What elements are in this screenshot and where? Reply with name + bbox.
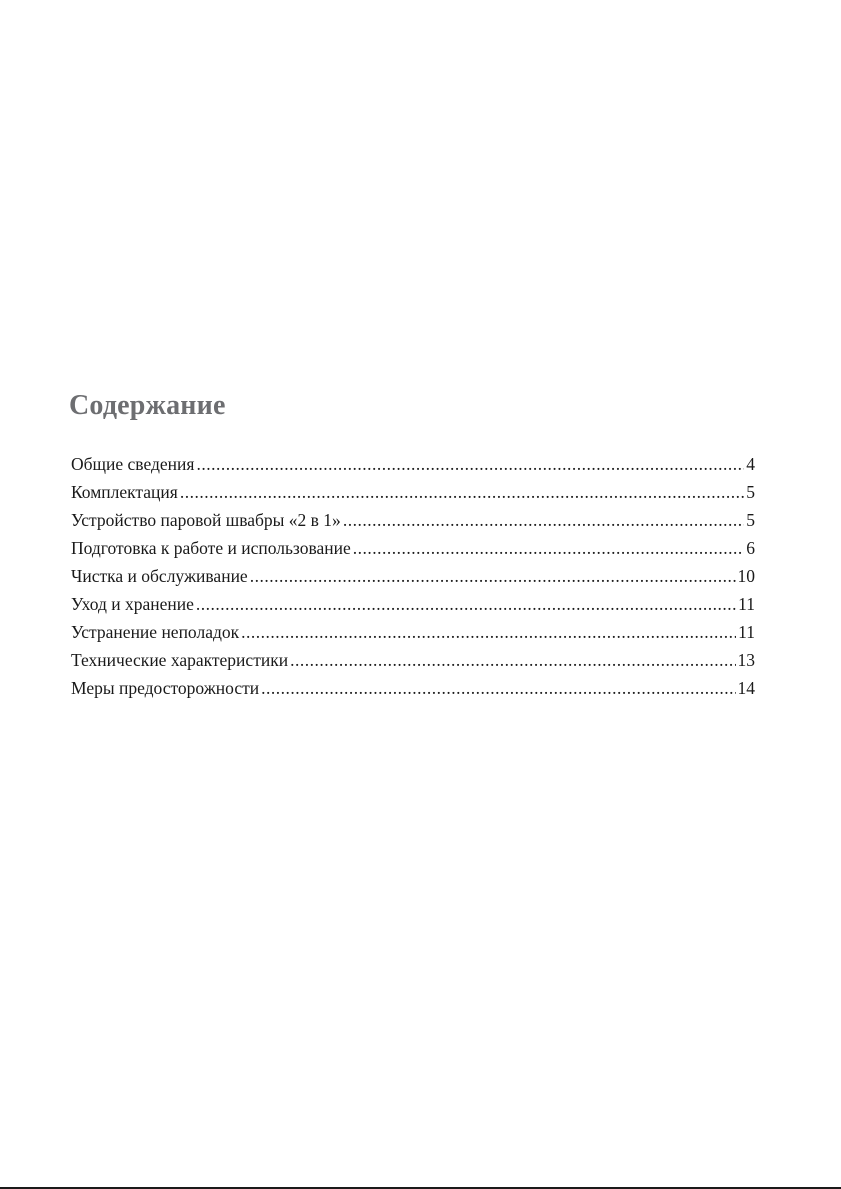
toc-entry-label: Комплектация: [71, 482, 178, 502]
toc-entry-page: 6: [746, 538, 755, 558]
toc-leader-dots: [343, 506, 744, 534]
page-title: Содержание: [69, 390, 226, 421]
toc-entry-label: Подготовка к работе и использование: [71, 538, 351, 558]
toc-entry-page: 10: [737, 566, 755, 586]
table-of-contents: [71, 450, 755, 702]
toc-entry[interactable]: [71, 450, 755, 478]
toc-entry-page: 13: [737, 650, 755, 670]
toc-entry[interactable]: [71, 562, 755, 590]
toc-leader-dots: [196, 590, 736, 618]
toc-entry-label: Устранение неполадок: [71, 622, 240, 642]
toc-entry-page: 11: [738, 622, 755, 642]
toc-entry-label: Уход и хранение: [71, 594, 194, 614]
toc-leader-dots: [261, 674, 735, 702]
toc-entry-page: 5: [746, 510, 755, 530]
toc-leader-dots: [180, 478, 744, 506]
toc-entry[interactable]: [71, 618, 755, 646]
toc-leader-dots: [241, 618, 736, 646]
toc-entry[interactable]: [71, 478, 755, 506]
toc-leader-dots: [290, 646, 735, 674]
toc-entry-page: 11: [738, 594, 755, 614]
toc-entry[interactable]: [71, 674, 755, 702]
toc-leader-dots: [353, 534, 744, 562]
toc-entry-label: Меры предосторожности: [71, 678, 260, 698]
toc-entry[interactable]: [71, 590, 755, 618]
toc-leader-dots: [196, 450, 744, 478]
toc-entry-label: Общие сведения: [71, 454, 195, 474]
toc-entry[interactable]: [71, 534, 755, 562]
toc-entry[interactable]: [71, 506, 755, 534]
toc-entry[interactable]: [71, 646, 755, 674]
toc-entry-page: 4: [746, 454, 755, 474]
toc-entry-page: 14: [737, 678, 755, 698]
toc-entry-page: 5: [746, 482, 755, 502]
toc-entry-label: Чистка и обслуживание: [71, 566, 248, 586]
toc-entry-label: Технические характеристики: [71, 650, 289, 670]
toc-leader-dots: [250, 562, 736, 590]
toc-entry-label: Устройство паровой швабры «2 в 1»: [71, 510, 341, 530]
